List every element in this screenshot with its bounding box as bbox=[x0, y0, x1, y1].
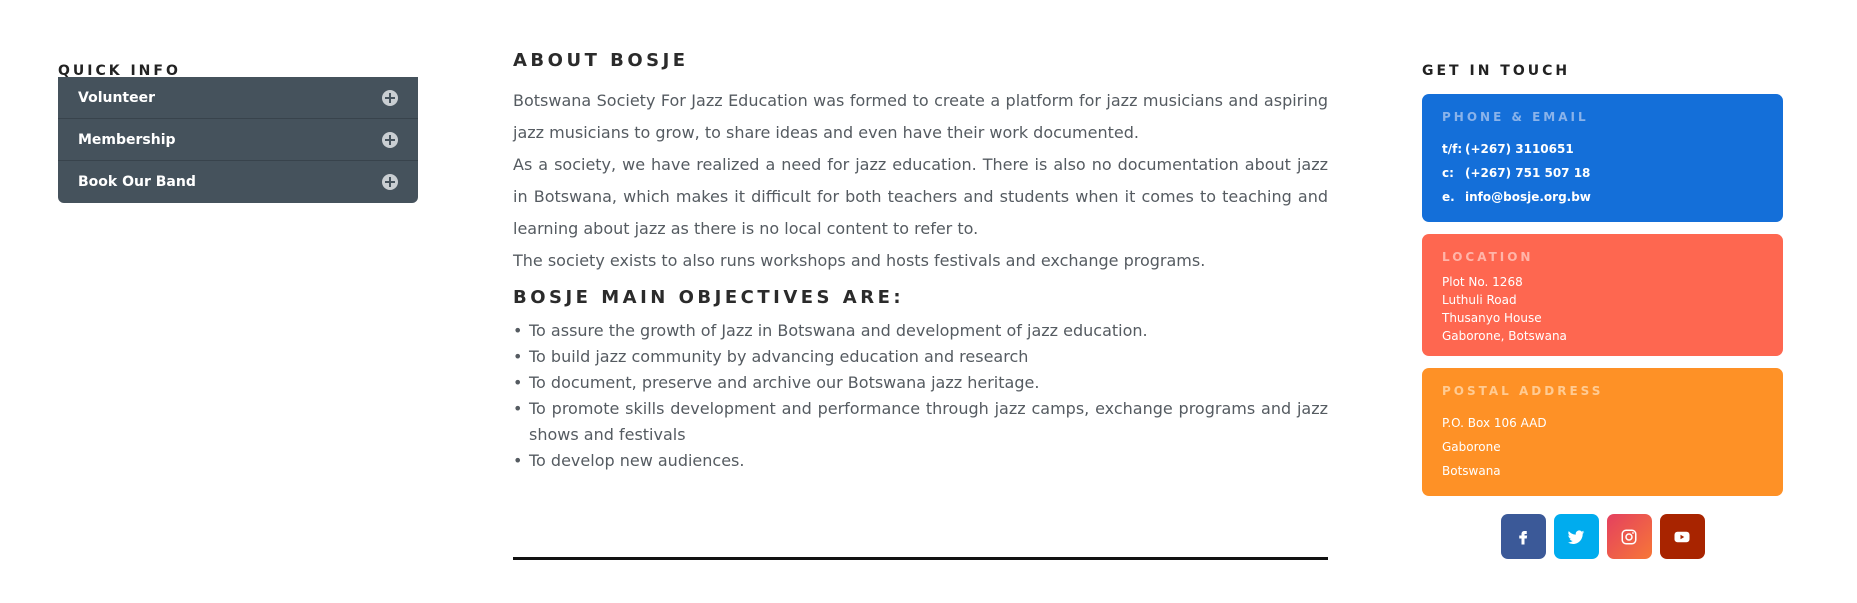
phone-row bbox=[1442, 137, 1763, 161]
quick-info-accordion bbox=[58, 77, 418, 203]
accordion-item-volunteer[interactable] bbox=[58, 77, 418, 119]
address-line: Luthuli Road bbox=[1442, 293, 1517, 307]
location-body bbox=[1442, 273, 1763, 345]
phone-email-body bbox=[1442, 137, 1763, 209]
address-line: Plot No. 1268 bbox=[1442, 275, 1523, 289]
youtube-button[interactable] bbox=[1660, 514, 1705, 559]
plus-circle-icon[interactable] bbox=[382, 174, 398, 190]
postal-line: P.O. Box 106 AAD bbox=[1442, 416, 1547, 430]
plus-circle-icon[interactable] bbox=[382, 90, 398, 106]
accordion-item-book-our-band[interactable] bbox=[58, 161, 418, 203]
postal-address-title: POSTAL ADDRESS bbox=[1442, 384, 1604, 398]
about-body bbox=[513, 85, 1328, 277]
accordion-item-label: Membership bbox=[78, 131, 176, 148]
cell-value[interactable]: (+267) 751 507 18 bbox=[1465, 166, 1591, 180]
about-paragraph: The society exists to also runs workshops and hosts festivals and exchange programs. bbox=[513, 251, 1206, 270]
objectives-list bbox=[513, 318, 1328, 474]
address-line: Gaborone, Botswana bbox=[1442, 329, 1567, 343]
accordion-item-membership[interactable] bbox=[58, 119, 418, 161]
facebook-button[interactable] bbox=[1501, 514, 1546, 559]
contact-section bbox=[1422, 63, 1783, 559]
list-item: • To promote skills development and performance through jazz camps, exchange programs and jazz shows and festivals bbox=[513, 396, 1328, 448]
list-item: • To build jazz community by advancing education and research bbox=[513, 344, 1328, 370]
section-divider bbox=[513, 557, 1328, 560]
accordion-item-label: Volunteer bbox=[78, 89, 156, 106]
about-section bbox=[513, 50, 1328, 474]
twitter-button[interactable] bbox=[1554, 514, 1599, 559]
postal-line: Botswana bbox=[1442, 464, 1501, 478]
about-paragraph: As a society, we have realized a need for jazz education. There is also no documentation about jazz in Botswana, which makes it difficult for both teachers and students when it comes to teaching and learning about jazz as there is no local content to refer to. bbox=[513, 155, 1328, 238]
twitter-icon bbox=[1567, 528, 1585, 546]
facebook-icon bbox=[1514, 528, 1532, 546]
plus-circle-icon[interactable] bbox=[382, 132, 398, 148]
list-item: • To assure the growth of Jazz in Botswana and development of jazz education. bbox=[513, 318, 1328, 344]
cell-row bbox=[1442, 161, 1763, 185]
objectives-title: BOSJE MAIN OBJECTIVES ARE: bbox=[513, 287, 905, 308]
email-link[interactable]: info@bosje.org.bw bbox=[1465, 190, 1591, 204]
cell-key: c: bbox=[1442, 166, 1454, 180]
contact-title: GET IN TOUCH bbox=[1422, 63, 1571, 79]
social-links bbox=[1422, 514, 1783, 559]
about-title: ABOUT BOSJE bbox=[513, 50, 689, 71]
youtube-icon bbox=[1673, 528, 1691, 546]
email-row bbox=[1442, 185, 1763, 209]
location-card bbox=[1422, 234, 1783, 356]
postal-address-card bbox=[1422, 368, 1783, 496]
phone-value[interactable]: (+267) 3110651 bbox=[1465, 142, 1574, 156]
list-item: • To document, preserve and archive our Botswana jazz heritage. bbox=[513, 370, 1328, 396]
instagram-icon bbox=[1620, 528, 1638, 546]
phone-key: t/f: bbox=[1442, 142, 1463, 156]
quick-info-title: QUICK INFO bbox=[58, 63, 181, 79]
list-item: • To develop new audiences. bbox=[513, 448, 1328, 474]
address-line: Thusanyo House bbox=[1442, 311, 1542, 325]
email-key: e. bbox=[1442, 190, 1455, 204]
postal-line: Gaborone bbox=[1442, 440, 1501, 454]
about-paragraph: Botswana Society For Jazz Education was formed to create a platform for jazz musicians and aspiring jazz musicians to grow, to share ideas and even have their work documented. bbox=[513, 91, 1328, 142]
location-title: LOCATION bbox=[1442, 250, 1534, 264]
phone-email-title: PHONE & EMAIL bbox=[1442, 110, 1589, 124]
quick-info-section bbox=[58, 63, 418, 203]
phone-email-card bbox=[1422, 94, 1783, 222]
instagram-button[interactable] bbox=[1607, 514, 1652, 559]
postal-address-body bbox=[1442, 411, 1763, 483]
accordion-item-label: Book Our Band bbox=[78, 174, 196, 190]
